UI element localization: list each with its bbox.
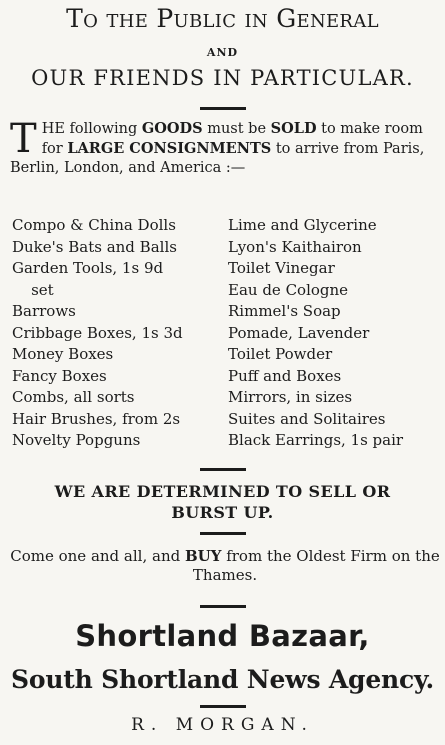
determined-line: WE ARE DETERMINED TO SELL OR xyxy=(54,482,391,501)
intro-text: HE following xyxy=(41,121,142,137)
determined-notice xyxy=(0,481,445,523)
divider-rule xyxy=(200,532,246,535)
come-text: Come one and all, and xyxy=(10,547,185,565)
buy-emphasis: BUY xyxy=(184,547,222,565)
divider-rule xyxy=(200,107,246,110)
goods-row xyxy=(12,387,442,409)
goods-list xyxy=(12,215,442,452)
goods-item: Compo & China Dolls xyxy=(12,216,176,234)
goods-row xyxy=(12,237,442,259)
divider-rule xyxy=(200,468,246,471)
goods-item: Eau de Cologne xyxy=(228,280,349,299)
goods-item: Hair Brushes, from 2s xyxy=(12,409,181,428)
goods-item: Cribbage Boxes, 1s 3d xyxy=(12,323,183,342)
intro-text: must be xyxy=(202,121,271,137)
goods-item: Garden Tools, 1s 9d xyxy=(12,259,164,277)
goods-item: Combs, all sorts xyxy=(12,388,135,406)
shop-name: Shortland Bazaar, xyxy=(75,619,370,653)
goods-item: Money Boxes xyxy=(12,345,114,363)
intro-text: to arrive from Paris, Berlin, London, and America :— xyxy=(10,141,425,176)
goods-row xyxy=(12,409,442,431)
divider-rule xyxy=(200,605,246,608)
goods-item: Puff and Boxes xyxy=(228,366,342,385)
goods-row xyxy=(12,366,442,388)
goods-item: Duke's Bats and Balls xyxy=(12,237,177,256)
agency-name: South Shortland News Agency. xyxy=(10,665,434,694)
goods-row xyxy=(12,323,442,345)
intro-sold-emphasis: SOLD xyxy=(270,120,317,137)
drop-cap: T xyxy=(10,116,37,162)
goods-item: Lime and Glycerine xyxy=(228,216,377,234)
come-paragraph xyxy=(10,547,440,585)
proprietor-name: R. MORGAN. xyxy=(131,715,314,735)
divider-rule xyxy=(200,705,246,708)
goods-item: Rimmel's Soap xyxy=(228,302,341,320)
goods-item: set xyxy=(12,280,54,299)
goods-item: Black Earrings, 1s pair xyxy=(228,431,404,449)
intro-consignments-emphasis: LARGE CONSIGNMENTS xyxy=(67,140,272,157)
goods-row xyxy=(12,280,442,302)
determined-line: BURST UP. xyxy=(171,503,274,522)
goods-item: Novelty Popguns xyxy=(12,431,141,449)
headline-and: AND xyxy=(206,46,239,59)
goods-item: Pomade, Lavender xyxy=(228,323,370,342)
goods-item: Toilet Vinegar xyxy=(228,259,335,277)
intro-text: to make room for xyxy=(41,121,423,157)
goods-row xyxy=(12,301,442,323)
headline-friends: OUR FRIENDS IN PARTICULAR. xyxy=(31,66,414,90)
headline-public: To the Public in General xyxy=(66,4,379,33)
goods-item: Lyon's Kaithairon xyxy=(228,237,362,256)
intro-paragraph xyxy=(10,116,440,178)
intro-goods-emphasis: GOODS xyxy=(141,120,203,137)
goods-item: Mirrors, in sizes xyxy=(228,388,353,406)
goods-row xyxy=(12,344,442,366)
goods-row xyxy=(12,258,442,280)
goods-row xyxy=(12,215,442,237)
goods-item: Suites and Solitaires xyxy=(228,409,386,428)
goods-item: Fancy Boxes xyxy=(12,366,107,385)
come-text: from the Oldest Firm on the Thames. xyxy=(192,547,440,584)
goods-item: Toilet Powder xyxy=(228,345,333,363)
goods-item: Barrows xyxy=(12,302,76,320)
goods-row xyxy=(12,430,442,452)
